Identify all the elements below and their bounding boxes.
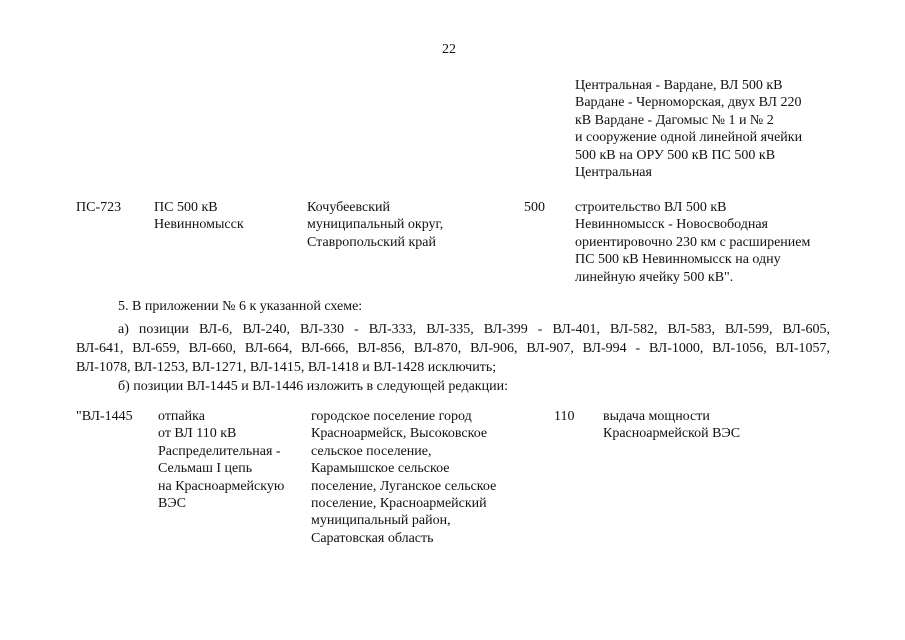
table-cell-purpose xyxy=(575,199,810,286)
text-line: Невинномысск - Новосвободная xyxy=(575,217,768,233)
table-cell-purpose xyxy=(603,408,740,443)
text-line: выдача мощности xyxy=(603,409,710,424)
text-line: строительство ВЛ 500 кВ xyxy=(575,200,727,215)
text-line: муниципальный район, xyxy=(311,513,451,529)
text-line: ВЭС xyxy=(158,495,186,511)
text-line: Вардане - Черноморская, двух ВЛ 220 xyxy=(575,95,802,111)
table-cell-id: "ВЛ-1445 xyxy=(76,409,133,424)
page-number: 22 xyxy=(442,42,456,57)
text-line: Центральная xyxy=(575,164,652,180)
text-line: кВ Вардане - Дагомыс № 1 и № 2 xyxy=(575,112,774,128)
table-cell-id: ПС-723 xyxy=(76,200,122,215)
table-cell-name xyxy=(158,408,284,512)
table-cell-location xyxy=(307,199,443,251)
text-line: Распределительная - xyxy=(158,443,281,459)
text-line: поселение, Луганское сельское xyxy=(311,478,497,494)
text-line: Кочубеевский xyxy=(307,200,391,215)
table-cell-name xyxy=(154,199,244,234)
text-line: поселение, Красноармейский xyxy=(311,495,487,511)
text-line: отпайка xyxy=(158,409,205,424)
text-line: на Красноармейскую xyxy=(158,478,285,494)
text-line: ПС 500 кВ Невинномысск на одну xyxy=(575,252,781,268)
text-line: Невинномысск xyxy=(154,217,244,233)
text-line: Красноармейск, Высоковское xyxy=(311,426,488,442)
text-line: Сельмаш I цепь xyxy=(158,461,253,477)
text-line: от ВЛ 110 кВ xyxy=(158,426,237,442)
paragraph-a-line: ВЛ-1078, ВЛ-1253, ВЛ-1271, ВЛ-1415, ВЛ-1418 и ВЛ-1428 исключить; xyxy=(76,360,497,375)
text-line: и сооружение одной линейной ячейки xyxy=(575,130,803,146)
text-line: сельское поселение, xyxy=(311,443,432,459)
table-cell-voltage: 110 xyxy=(554,409,575,424)
text-line: ПС 500 кВ xyxy=(154,200,218,215)
paragraph-b: б) позиции ВЛ-1445 и ВЛ-1446 изложить в следующей редакции: xyxy=(118,379,508,394)
text-line: Саратовская область xyxy=(311,530,434,546)
text-line: муниципальный округ, xyxy=(307,217,444,233)
text-line: Центральная - Вардане, ВЛ 500 кВ xyxy=(575,78,783,93)
text-line: Карамышское сельское xyxy=(311,461,450,477)
table-cell-location xyxy=(311,408,496,547)
paragraph-a-line: ВЛ-641, ВЛ-659, ВЛ-660, ВЛ-664, ВЛ-666, ВЛ-856, ВЛ-870, ВЛ-906, ВЛ-907, ВЛ-994 - ВЛ-1000, ВЛ-1056, ВЛ-1057, xyxy=(76,341,830,356)
paragraph-a-line: а) позиции ВЛ-6, ВЛ-240, ВЛ-330 - ВЛ-333, ВЛ-335, ВЛ-399 - ВЛ-401, ВЛ-582, ВЛ-583, ВЛ-599, ВЛ-605, xyxy=(118,322,830,337)
table-cell-purpose-continuation xyxy=(575,77,802,181)
paragraph-item-5: 5. В приложении № 6 к указанной схеме: xyxy=(118,299,363,314)
text-line: Красноармейской ВЭС xyxy=(603,426,741,442)
text-line: линейную ячейку 500 кВ". xyxy=(575,269,734,285)
text-line: городское поселение город xyxy=(311,409,472,424)
text-line: 500 кВ на ОРУ 500 кВ ПС 500 кВ xyxy=(575,147,776,163)
table-cell-voltage: 500 xyxy=(524,200,545,215)
text-line: Ставропольский край xyxy=(307,234,436,250)
text-line: ориентировочно 230 км с расширением xyxy=(575,234,811,250)
